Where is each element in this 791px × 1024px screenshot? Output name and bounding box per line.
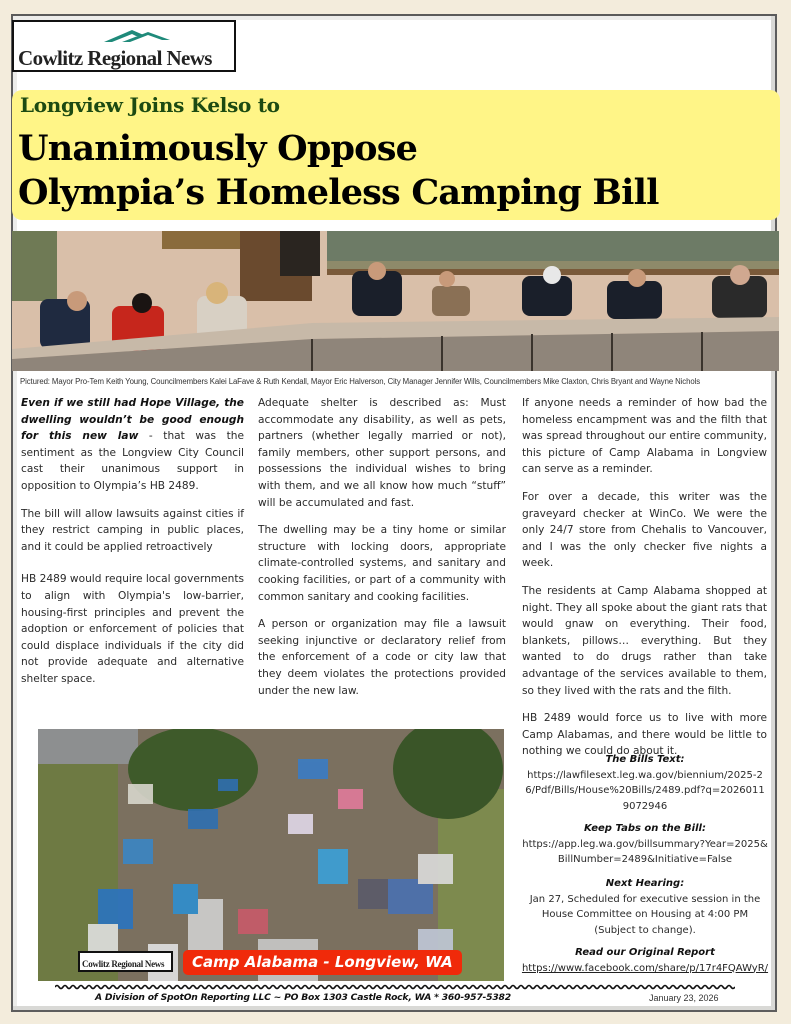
paragraph: The bill will allow lawsuits against cities if they restrict camping in public places, and it could be applied retroactively: [21, 507, 244, 553]
footer-publisher: A Division of SpotOn Reporting LLC ~ PO Box 1303 Castle Rock, WA * 360-957-5382: [95, 992, 511, 1003]
masthead-logo: [12, 20, 236, 72]
article-column-2: [258, 395, 506, 710]
encampment-aerial-image: [38, 729, 504, 981]
bills-text-block: [517, 752, 773, 814]
mountain-logo-icon: [102, 28, 172, 44]
wavy-divider: [55, 983, 735, 991]
paragraph: HB 2489 would force us to live with more Camp Alabamas, and there would be little to nothing we could do about it.: [522, 712, 767, 758]
paragraph: If anyone needs a reminder of how bad the homeless encampment was and the filth that was spread throughout our entire community, this picture of Camp Alabama in Longview can serve as a reminder.: [522, 397, 767, 476]
report-block: [517, 945, 773, 976]
paragraph: For over a decade, this writer was the graveyard checker at WinCo. We were the only 24/7 store from Chehalis to Vancouver, and I was the only checker five nights a week.: [522, 490, 767, 570]
tabs-heading: Keep Tabs on the Bill:: [584, 823, 706, 834]
paragraph: A person or organization may file a lawsuit seeking injunctive or declaratory relief from the enforcement of a code or city law that they deem violates the protections provided under the new law.: [258, 618, 506, 697]
lead-paragraph: [21, 395, 244, 495]
watermark-name: Cowlitz Regional News: [82, 959, 165, 969]
photo-label: Camp Alabama - Longview, WA: [183, 950, 462, 975]
paragraph: The residents at Camp Alabama shopped at night. They all spoke about the giant rats that would gnaw on everything. Their food, blankets, pillows… everything. But they wanted to do drugs rather than take advantage of the services available to them, so they lived with the rats and the filth.: [522, 584, 767, 697]
lead-text: Even if we still had Hope Village, the dwelling wouldn’t be good enough for this new law: [21, 397, 244, 443]
tabs-link[interactable]: https://app.leg.wa.gov/billsummary?Year=2025&BillNumber=2489&Initiative=False: [522, 838, 768, 865]
lead-rest: - that was the sentiment as the Longview City Council cast their unanimous support in opposition to Olympia’s HB 2489.: [21, 430, 244, 492]
paragraph: Adequate shelter is described as: Must accommodate any disability, as well as pets, partners (whether legally married or not), family members, other support persons, and possessions the individual wishes to bring with them, and we all know how much “stuff” will be accumulated and fast.: [258, 397, 506, 509]
masthead-name: Cowlitz Regional News: [18, 46, 212, 70]
report-link[interactable]: https://www.facebook.com/share/p/17r4FQAWyR/: [521, 962, 769, 974]
council-photo: [12, 231, 779, 371]
tabs-block: [517, 821, 773, 868]
bills-link[interactable]: https://lawfilesext.leg.wa.gov/biennium/2025-26/Pdf/Bills/House%20Bills/2489.pdf?q=20260119072946: [525, 769, 765, 812]
footer-date: January 23, 2026: [649, 993, 719, 1003]
hearing-block: [517, 876, 773, 938]
article-column-3: [522, 395, 767, 771]
report-heading: Read our Original Report: [575, 947, 715, 958]
article-column-1: [21, 395, 244, 699]
watermark-logo: [78, 951, 173, 972]
headline-line-1: Unanimously Oppose: [18, 128, 418, 169]
photo-caption: Pictured: Mayor Pro-Tem Keith Young, Councilmembers Kalei LaFave & Ruth Kendall, Mayor Eric Halverson, City Manager Jennifer Wills, Councilmembers Mike Claxton, Chris Bryant and Wayne Nichols: [20, 377, 701, 386]
paragraph: HB 2489 would require local governments to align with Olympia's low-barrier, housing-first principles and prevent the adoption or enforcement of policies that could displace individuals if the city did not provide adequate and alternative shelter space.: [21, 573, 245, 685]
hearing-text: Jan 27, Scheduled for executive session in the House Committee on Housing at 4:00 PM (Subject to change).: [529, 893, 761, 936]
headline-line-2: Olympia’s Homeless Camping Bill: [18, 172, 659, 213]
council-meeting-image: [12, 231, 779, 371]
headline-kicker: Longview Joins Kelso to: [20, 93, 280, 117]
bills-heading: The Bills Text:: [605, 754, 685, 765]
hearing-heading: Next Hearing:: [605, 878, 685, 889]
paragraph: The dwelling may be a tiny home or similar structure with locking doors, appropriate climate-controlled systems, and sanitary and cooking facilities, or part of a community with common sanitary and cooking facilities.: [258, 524, 506, 603]
camp-alabama-photo: [38, 729, 504, 981]
